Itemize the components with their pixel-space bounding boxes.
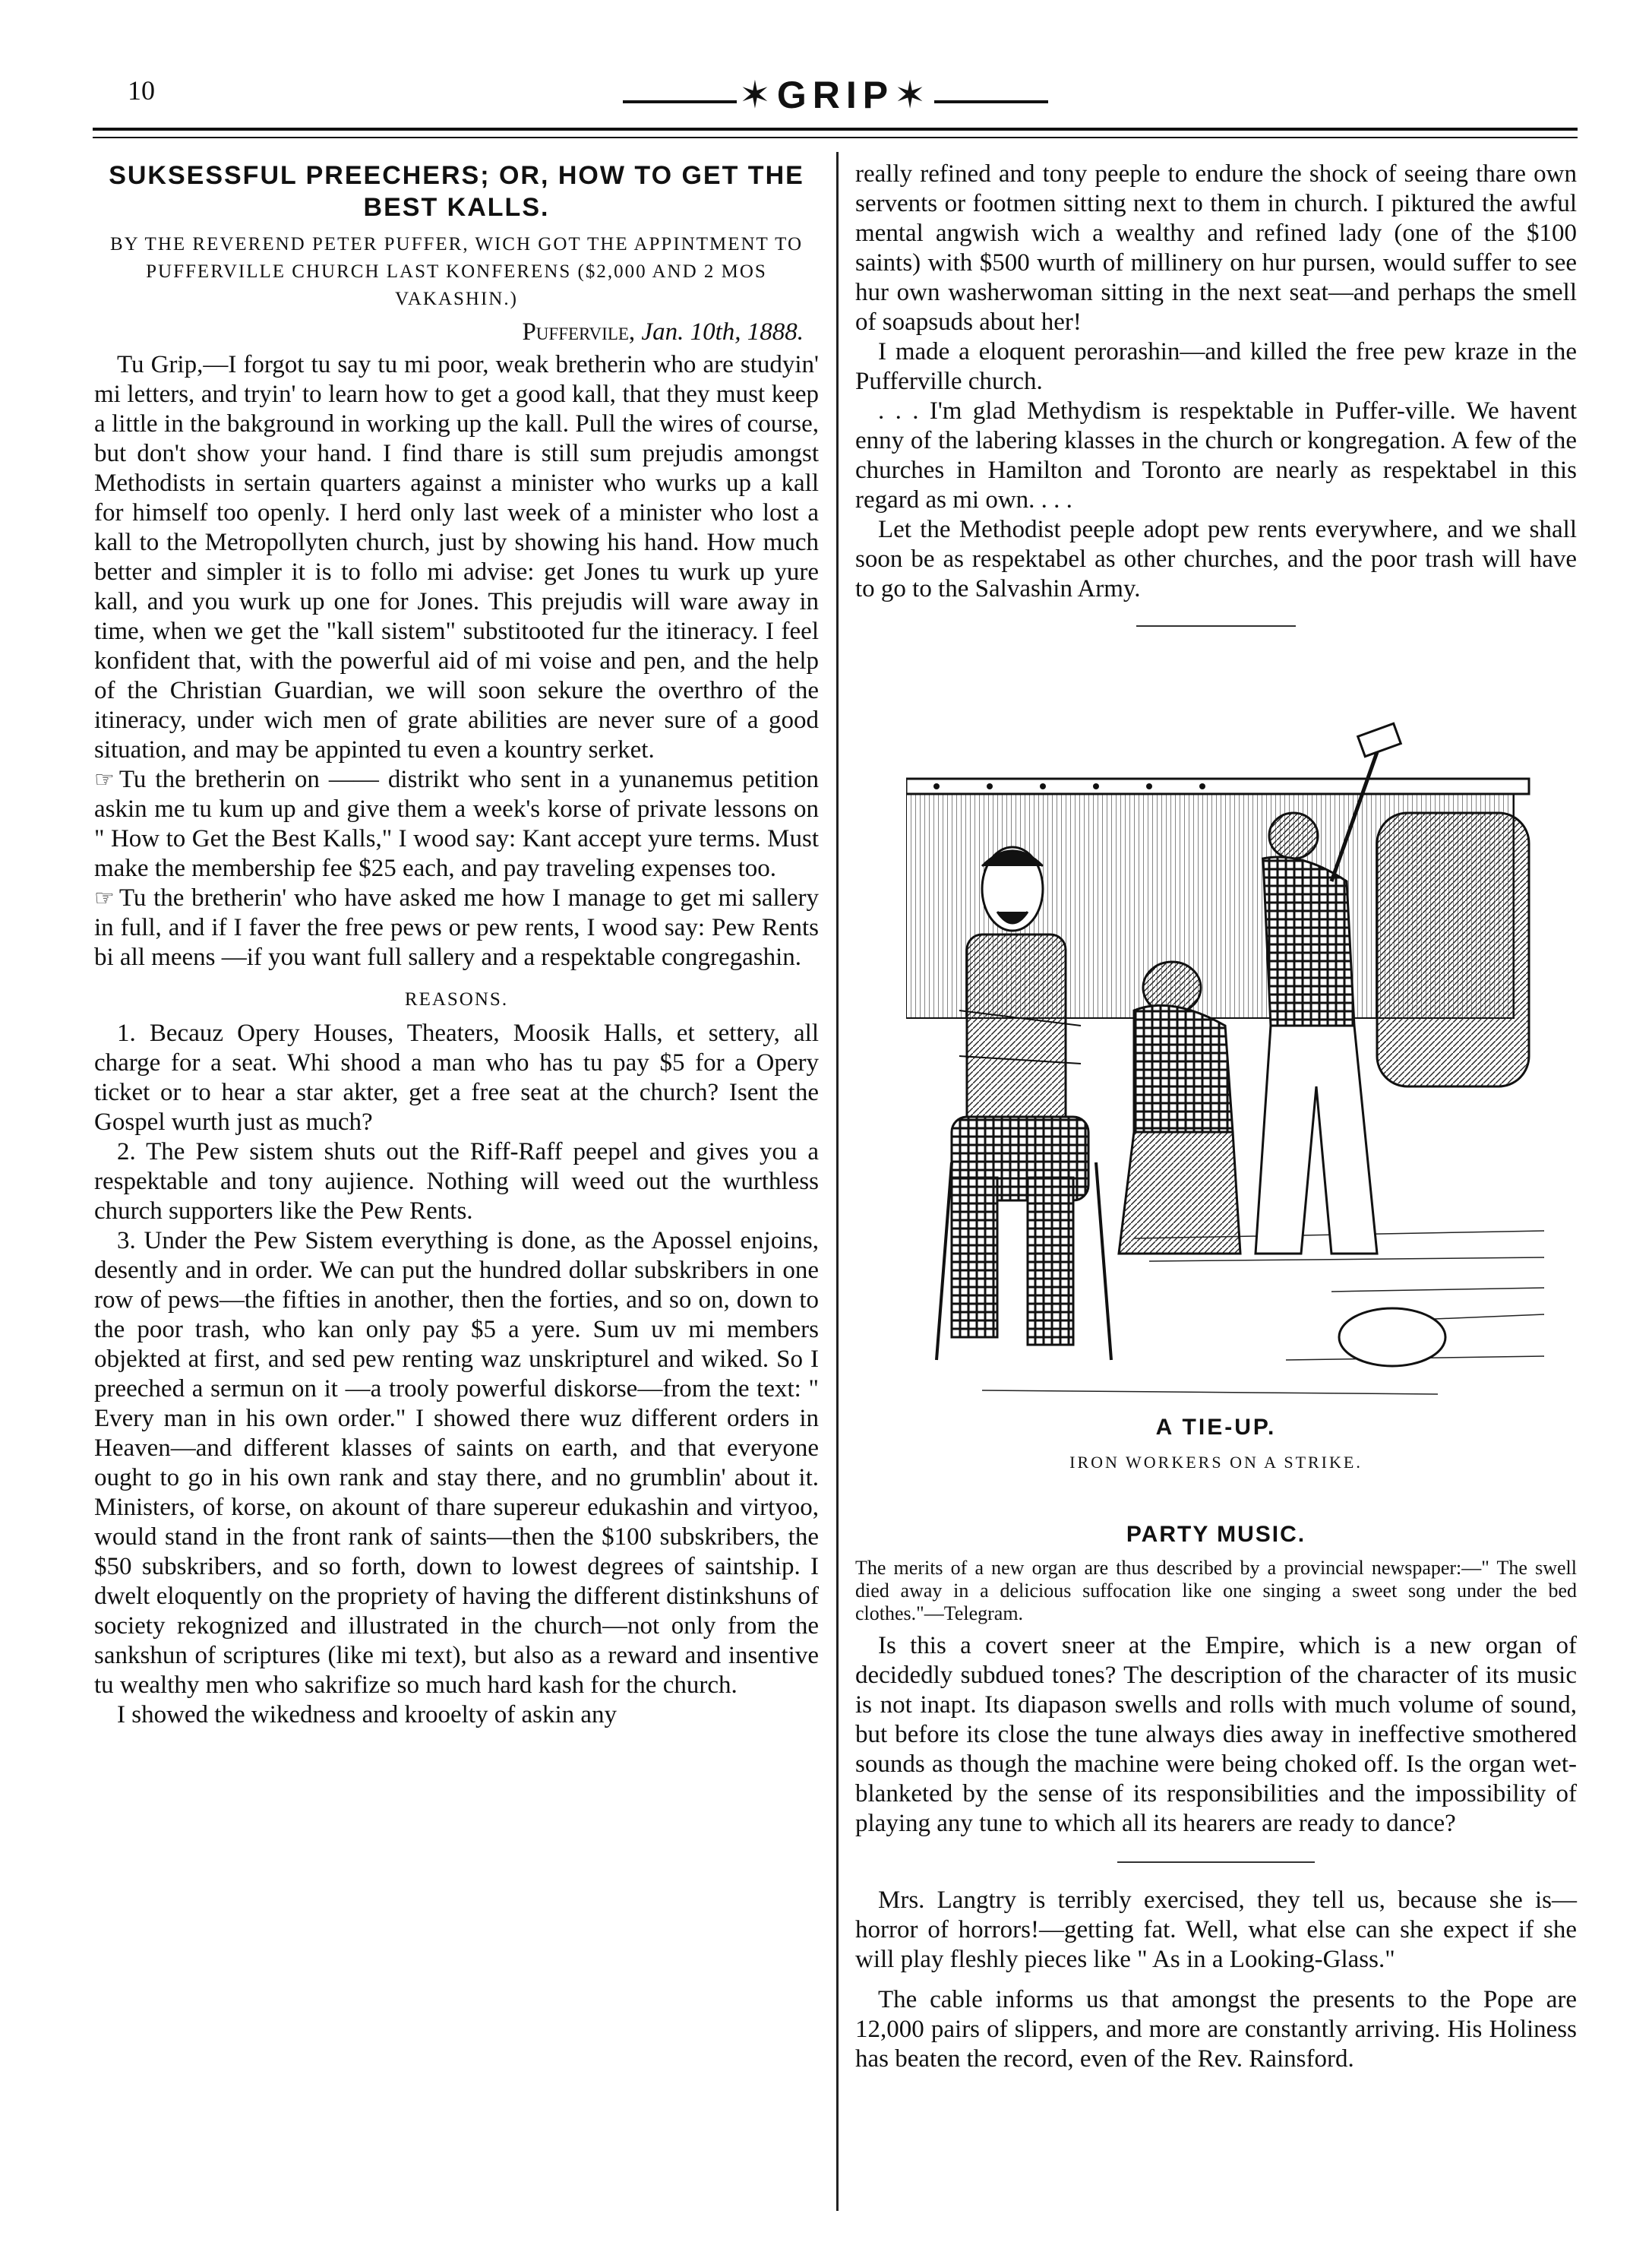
news-item: Mrs. Langtry is terribly exercised, they tell us, because she is—horror of horrors!—getting fat. Well, what else can she expect if she will play fleshly pieces like " As in a Looking-Glass." xyxy=(855,1886,1577,1973)
article-paragraph: I showed the wikedness and krooelty of askin any xyxy=(117,1701,618,1728)
reason-item: 2. The Pew sistem shuts out the Riff-Raff peepel and gives you a respektable and tony aujience. Nothing will weed out the wurthless church supporters like the Pew Rents. xyxy=(94,1138,819,1225)
section-divider xyxy=(1136,625,1296,627)
reasons-heading: REASONS. xyxy=(404,989,509,1010)
header-rule-thin xyxy=(93,137,1578,138)
left-column xyxy=(94,160,819,1730)
masthead-rule-left xyxy=(623,100,737,103)
pointing-hand-icon: ☞ xyxy=(94,886,115,911)
star-ornament-right: ✶ xyxy=(894,74,933,116)
right-column-bottom xyxy=(855,1520,1577,2074)
article-paragraph: Tu Grip,—I forgot tu say tu mi poor, weak bretherin who are studyin' mi letters, and tryin' to learn how to get a good kall, that they must keep a little in the bakground in working up the kall. Pull the wires of course, but don't show your hand. I find thare is still sum prejudis amongst Methodists in sertain quarters against a minister who wurks up a kall for himself too openly. I herd only last week of a minister who lost a kall to the Metropollyten church, just by showing his hand. How much better and simpler it is to follo mi advise: get Jones tu wurk up yure kall, and you wurk up one for Jones. This prejudis will ware away in time, when we get the "kall sistem" substitooted fur the itineracy. I feel konfident that, with the powerful aid of mi voise and pen, and the help of the Christian Guardian, we will soon sekure the overthro of the itineracy, under wich men of grate abilities are never sure of a good situation, and may be appinted tu even a kountry serket. xyxy=(94,351,819,764)
epigraph-quote: The merits of a new organ are thus described by a provincial newspaper:—" The swell died away in a delicious suffocation like one singing a sweet song under the bed clothes."—Telegram. xyxy=(855,1557,1577,1624)
reason-item: 1. Becauz Opery Houses, Theaters, Moosik Halls, et settery, all charge for a seat. Whi shood a man who has tu pay $5 for a Opery ticket or to hear a star akter, get a free seat at the church? Isent the Gospel wurth just as much? xyxy=(94,1020,819,1136)
section-title: PARTY MUSIC. xyxy=(1126,1522,1306,1547)
reason-item: 3. Under the Pew Sistem everything is done, as the Apossel enjoins, desently and in order. We can put the hundred dollar subskribers in one row of pews—the fifties in another, then the forties, and so on, down to the poor trash, who kan only pay $5 a yere. Sum uv mi members objekted at first, and sed pew renting waz unskripturel and wiked. So I preeched a sermun on it —a trooly powerful diskorse—from the text: " Every man in his own order." I showed there wuz different orders in Heaven—and different klasses of saints on earth, and that everyone ought to go in his own rank and stay there, and no grumblin' about it. Ministers, of korse, on akount of thare supereur edukashin and virtyoo, would stand in the front rank of saints—then the $100 subskribers, the $50 subskribers, and so forth, down to lowest degrees of saintship. I dwelt eloquently on the propriety of having the different distinkshuns of society rekognized and illustrated in the church—not only from the sankshun of scriptures (like mi text), but also as a reward and insentive tu wealthy men who sakrifize so much hard kash for the church. xyxy=(94,1227,819,1699)
article-title: SUKSESSFUL PREECHERS; OR, HOW TO GET THE BEST KALLS. xyxy=(109,161,804,222)
news-item: The cable informs us that amongst the presents to the Pope are 12,000 pairs of slippers, and more are constantly arriving. His Holiness has beaten the record, even of the Rev. Rainsford. xyxy=(855,1986,1577,2073)
article-continuation: really refined and tony peeple to endure the shock of seeing thare own servents or footmen sitting next to them in church. I piktured the awful mental angwish wich a wealthy and refined lady (one of the $100 saints) with $500 wurth of millinery on hur pursen, would suffer to see hur own washerwoman sitting in the next seat—and perhaps the smell of soapsuds about her! xyxy=(855,160,1577,336)
pointing-hand-icon: ☞ xyxy=(94,767,115,792)
masthead-text: GRIP xyxy=(776,74,895,116)
dateline-place: Puffervile, xyxy=(522,318,636,346)
page-number: 10 xyxy=(128,75,155,106)
article-paragraph xyxy=(94,884,819,972)
cartoon-illustration xyxy=(906,707,1544,1413)
masthead-rule-right xyxy=(934,100,1048,103)
illustration-subcaption: IRON WORKERS ON A STRIKE. xyxy=(1069,1453,1363,1472)
tool-bag xyxy=(1339,1308,1445,1366)
roof-beam xyxy=(906,779,1529,794)
masthead xyxy=(608,73,1063,119)
column-divider xyxy=(836,152,839,2211)
star-ornament-left: ✶ xyxy=(738,74,777,116)
article-continuation: . . . I'm glad Methydism is respektable in Puffer-ville. We havent enny of the labering klasses in the church or kongregation. A few of the churches in Hamilton and Toronto are nearly as respektabel in this regard as mi own. . . . xyxy=(855,397,1577,514)
section-divider xyxy=(1117,1861,1315,1863)
header-rule xyxy=(93,128,1578,131)
article-paragraph-text: Tu the bretherin' who have asked me how I manage to get mi sallery in full, and if I faver the free pews or pew rents, I wood say: Pew Rents bi all meens —if you want full sallery and a respektable congregashin. xyxy=(94,884,819,971)
right-column-top xyxy=(855,160,1577,648)
illustration-caption: A TIE-UP. xyxy=(1155,1415,1277,1440)
article-continuation: I made a eloquent perorashin—and killed the free pew kraze in the Pufferville church. xyxy=(855,338,1577,395)
article-paragraph-text: Tu the bretherin on —— distrikt who sent in a yunanemus petition askin me tu kum up and give them a week's korse of private lessons on " How to Get the Best Kalls," I wood say: Kant accept yure terms. Must make the membership fee $25 each, and pay traveling expenses too. xyxy=(94,766,819,882)
article-paragraph: Is this a covert sneer at the Empire, which is a new organ of decidedly subdued tones? The description of the character of its music is not inapt. Its diapason swells and rolls with much volume of sound, but before its close the tune always dies away in ineffective smothered sounds as though the machine were being choked off. Is the organ wet-blanketed by the sense of its responsibilities and the impossibility of playing any tune to which all its hearers are ready to dance? xyxy=(855,1632,1577,1837)
dateline-date: Jan. 10th, 1888. xyxy=(641,318,804,346)
article-paragraph xyxy=(94,765,819,884)
masthead-title xyxy=(737,73,934,117)
article-continuation: Let the Methodist peeple adopt pew rents everywhere, and we shall soon be as respektabel as other churches, and the poor trash will have to go to the Salvashin Army. xyxy=(855,516,1577,602)
article-byline: BY THE REVEREND PETER PUFFER, WICH GOT THE APPINTMENT TO PUFFERVILLE CHURCH LAST KONFERENS ($2,000 AND 2 MOS VAKASHIN.) xyxy=(109,234,804,309)
boiler xyxy=(1377,813,1529,1086)
article-dateline xyxy=(94,318,804,347)
